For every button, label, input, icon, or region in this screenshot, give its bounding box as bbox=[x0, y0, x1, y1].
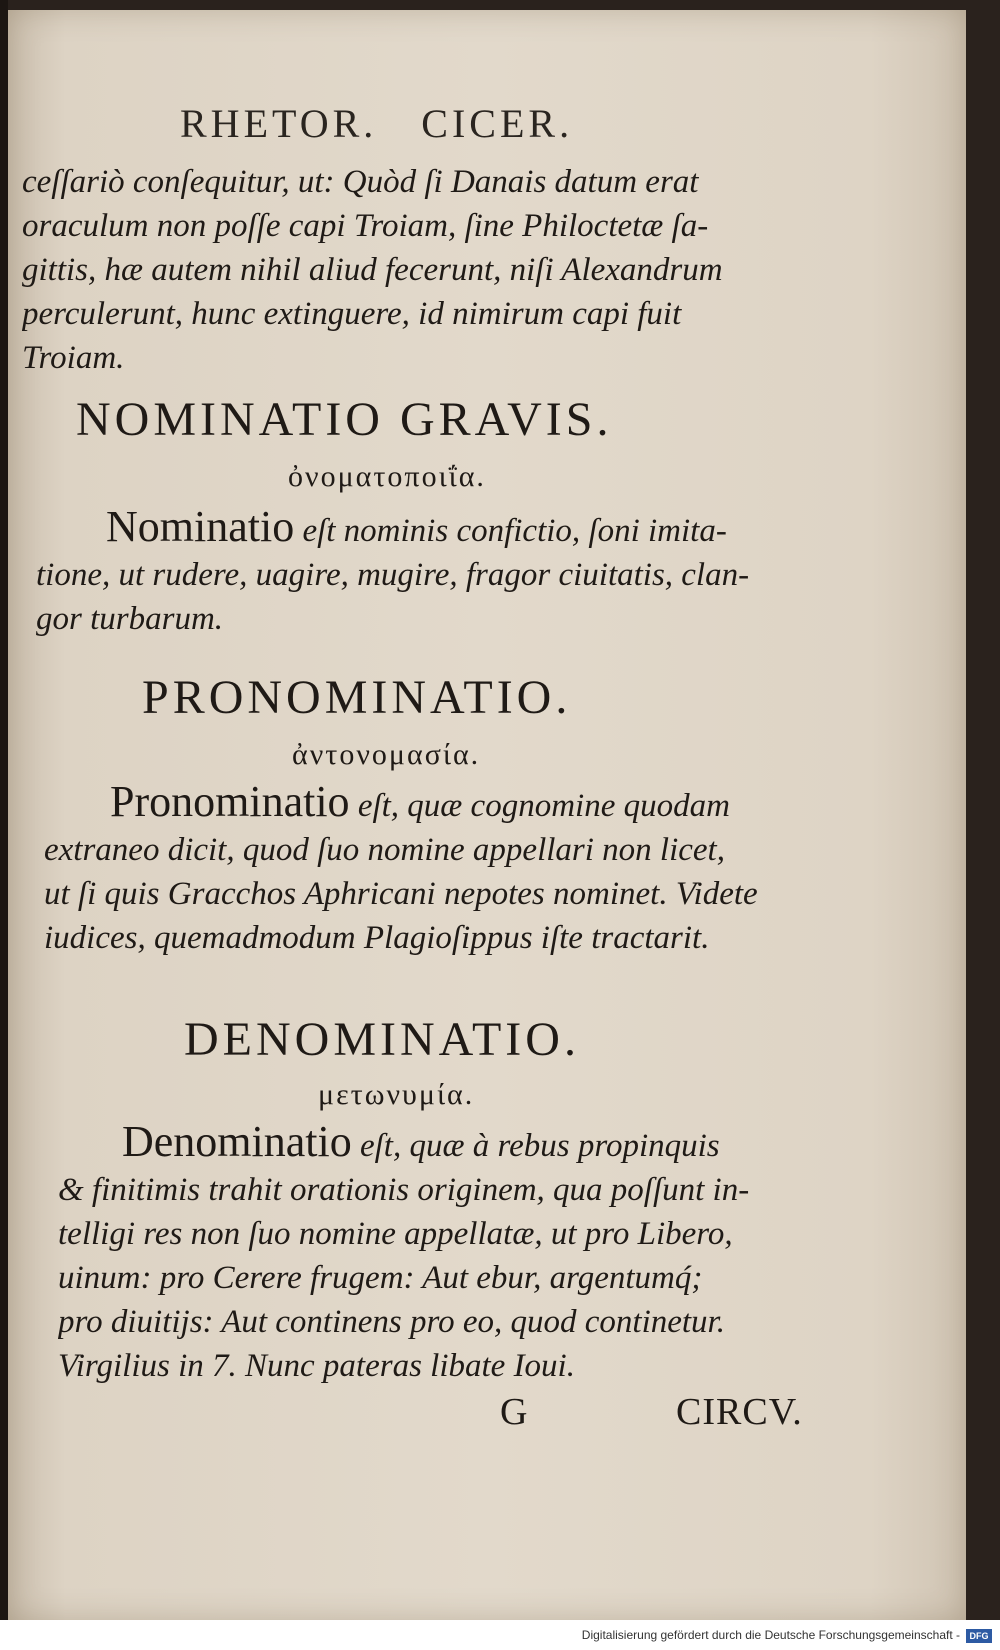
running-head-left: RHETOR. bbox=[180, 101, 378, 146]
lead-word: Nominatio bbox=[106, 505, 295, 551]
text-line: Troiam. bbox=[22, 340, 125, 376]
greek-term-metonymia: μετωνυμία. bbox=[318, 1078, 475, 1111]
text-line: uinum: pro Cerere frugem: Aut ebur, argentumq́; bbox=[58, 1260, 703, 1296]
text-line: oraculum non poſſe capi Troiam, ſine Philoctetæ ſa- bbox=[22, 208, 709, 244]
catchword: CIRCV. bbox=[676, 1391, 803, 1433]
text-line: & finitimis trahit orationis originem, qua poſſunt in- bbox=[58, 1172, 750, 1208]
dfg-logo-icon: DFG bbox=[966, 1629, 992, 1643]
footer-bar bbox=[0, 1620, 1000, 1650]
lead-word: Denominatio bbox=[122, 1120, 352, 1166]
greek-term-antonomasia: ἀντονομασία. bbox=[292, 738, 481, 771]
running-head-right: CICER. bbox=[421, 101, 574, 146]
text-line: gittis, hæ autem nihil aliud fecerunt, niſi Alexandrum bbox=[22, 252, 723, 288]
book-edge bbox=[0, 0, 8, 1650]
lead-word: Pronominatio bbox=[110, 780, 350, 826]
text-line: iudices, quemadmodum Plagioſippus iſte tractarit. bbox=[44, 920, 710, 956]
running-head bbox=[180, 100, 680, 147]
text-line: gor turbarum. bbox=[36, 601, 224, 637]
section-heading-nominatio: NOMINATIO GRAVIS. bbox=[76, 393, 613, 446]
section-heading-denominatio: DENOMINATIO. bbox=[184, 1013, 580, 1066]
section-heading-pronominatio: PRONOMINATIO. bbox=[142, 671, 572, 724]
text-line: eſt nominis confictio, ſoni imita- bbox=[294, 513, 727, 549]
text-line: telligi res non ſuo nomine appellatæ, ut pro Libero, bbox=[58, 1216, 733, 1252]
paragraph-pronominatio bbox=[44, 780, 824, 960]
text-line: extraneo dicit, quod ſuo nomine appellari non licet, bbox=[44, 832, 725, 868]
text-line: ceſſariò conſequitur, ut: Quòd ſi Danais datum erat bbox=[22, 164, 699, 200]
text-line: Virgilius in 7. Nunc pateras libate Ioui. bbox=[58, 1348, 575, 1384]
paragraph-nominatio bbox=[36, 505, 816, 641]
greek-term-onomatopoeia: ὀνοματοποιΐα. bbox=[288, 460, 486, 493]
text-line: tione, ut rudere, uagire, mugire, fragor ciuitatis, clan- bbox=[36, 557, 750, 593]
paragraph-denominatio bbox=[58, 1120, 838, 1388]
paragraph-intro bbox=[22, 160, 802, 380]
footer-credit: Digitalisierung gefördert durch die Deutsche Forschungsgemeinschaft - bbox=[581, 1628, 960, 1642]
text-line: eſt, quæ cognomine quodam bbox=[349, 788, 730, 824]
text-line: pro diuitijs: Aut continens pro eo, quod continetur. bbox=[58, 1304, 725, 1340]
signature-mark: G bbox=[500, 1391, 528, 1433]
text-line: ut ſi quis Gracchos Aphricani nepotes nominet. Videte bbox=[44, 876, 758, 912]
text-line: perculerunt, hunc extinguere, id nimirum capi fuit bbox=[22, 296, 682, 332]
text-line: eſt, quæ à rebus propinquis bbox=[351, 1128, 720, 1164]
